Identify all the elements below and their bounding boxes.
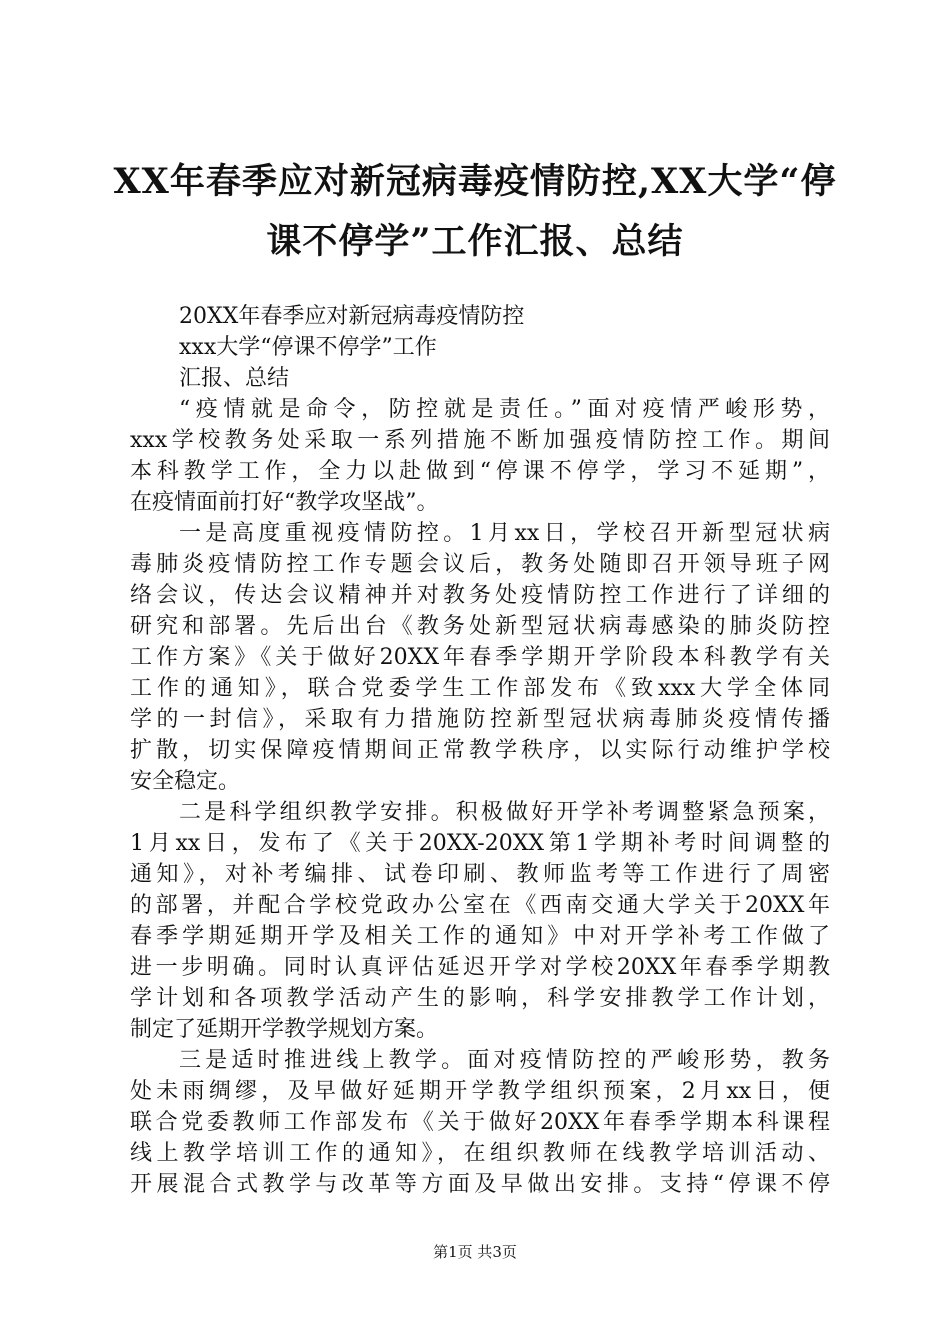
paragraph-line: 的部署，并配合学校党政办公室在《西南交通大学关于20XX年 [130,893,830,918]
paragraph-line: 在疫情面前打好“教学攻坚战”。 [130,490,439,515]
paragraph-line: “疫情就是命令，防控就是责任。”面对疫情严峻形势， [179,397,830,422]
paragraph-line: 毒肺炎疫情防控工作专题会议后，教务处随即召开领导班子网 [130,552,830,577]
subtitle-line-3: 汇报、总结 [179,366,290,391]
document-title-line-2: 课不停学”工作汇报、总结 [266,221,684,262]
paragraph-line: 络会议，传达会议精神并对教务处疫情防控工作进行了详细的 [130,583,830,608]
paragraph-line: 联合党委教师工作部发布《关于做好20XX年春季学期本科课程 [130,1110,830,1135]
paragraph-line: 本科教学工作，全力以赴做到“停课不停学，学习不延期”， [130,459,830,484]
subtitle-line-2: xxx大学“停课不停学”工作 [179,335,437,360]
paragraph-line: 通知》，对补考编排、试卷印刷、教师监考等工作进行了周密 [130,862,830,887]
paragraph-line: xxx学校教务处采取一系列措施不断加强疫情防控工作。期间 [130,428,830,453]
paragraph-line: 开展混合式教学与改革等方面及早做出安排。支持“停课不停 [130,1172,830,1197]
paragraph-line: 二是科学组织教学安排。积极做好开学补考调整紧急预案， [179,800,830,825]
paragraph-line: 1月xx日，发布了《关于20XX-20XX第1学期补考时间调整的 [130,831,830,856]
paragraph-line: 扩散，切实保障疫情期间正常教学秩序，以实际行动维护学校 [130,738,830,763]
paragraph-line: 安全稳定。 [130,769,241,794]
subtitle-line-1: 20XX年春季应对新冠病毒疫情防控 [179,304,525,329]
paragraph-line: 制定了延期开学教学规划方案。 [130,1017,439,1042]
page-number-footer: 第1页 共3页 [433,1243,517,1261]
document-title-line-1: XX年春季应对新冠病毒疫情防控,XX大学“停 [113,161,837,202]
paragraph-line: 学计划和各项教学活动产生的影响，科学安排教学工作计划， [130,986,830,1011]
paragraph-line: 研究和部署。先后出台《教务处新型冠状病毒感染的肺炎防控 [130,614,830,639]
paragraph-line: 线上教学培训工作的通知》，在组织教师在线教学培训活动、 [130,1141,830,1166]
paragraph-line: 一是高度重视疫情防控。1月xx日，学校召开新型冠状病 [179,521,830,546]
paragraph-line: 三是适时推进线上教学。面对疫情防控的严峻形势，教务 [179,1048,830,1073]
paragraph-line: 处未雨绸缪，及早做好延期开学教学组织预案，2月xx日，便 [130,1079,830,1104]
paragraph-line: 工作的通知》，联合党委学生工作部发布《致xxx大学全体同 [130,676,830,701]
paragraph-line: 进一步明确。同时认真评估延迟开学对学校20XX年春季学期教 [130,955,830,980]
paragraph-line: 春季学期延期开学及相关工作的通知》中对开学补考工作做了 [130,924,830,949]
paragraph-line: 学的一封信》，采取有力措施防控新型冠状病毒肺炎疫情传播 [130,707,830,732]
paragraph-line: 工作方案》《关于做好20XX年春季学期开学阶段本科教学有关 [130,645,830,670]
